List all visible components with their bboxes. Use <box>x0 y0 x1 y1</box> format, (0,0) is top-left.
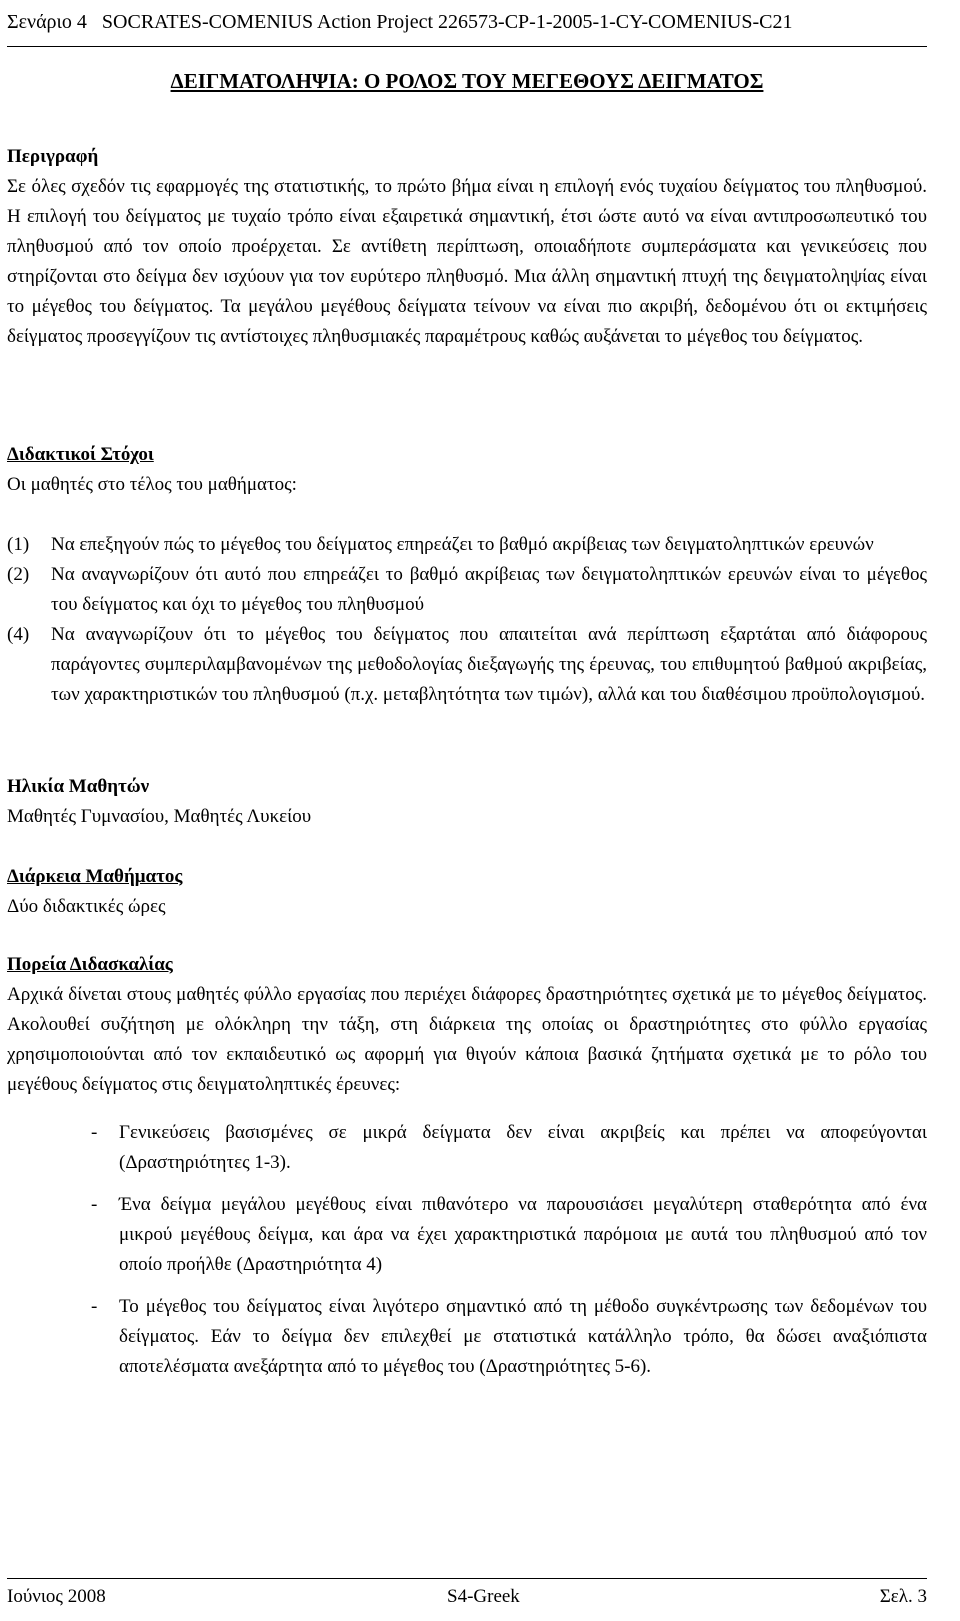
duration-section <box>7 862 927 922</box>
bullet-dash: - <box>91 1194 98 1215</box>
objective-text: Να αναγνωρίζουν ότι το μέγεθος του δείγματος που απαιτείται ανά περίπτωση εξαρτάται από διάφορους παράγοντες συμπεριλαμβανομένων της μεθοδολογίας διεξαγωγής της έρευνας, του επιθυμητού βαθμού ακριβείας, των χαρακτηριστικών του πληθυσμού (π.χ. μεταβλητότητα των τιμών), αλλά και του διαθέσιμου προϋπολογισμού. <box>51 624 927 705</box>
bullet-text: Γενικεύσεις βασισμένες σε μικρά δείγματα δεν είναι ακριβείς και πρέπει να αποφεύγονται (Δραστηριότητες 1-3). <box>119 1122 927 1173</box>
objective-text: Να αναγνωρίζουν ότι αυτό που επηρεάζει το βαθμό ακρίβειας των δειγματοληπτικών ερευνών είναι το μέγεθος του δείγματος και όχι το μέγεθος του πληθυσμού <box>51 564 927 615</box>
objectives-list <box>7 530 927 710</box>
page-footer <box>7 1578 927 1615</box>
bullet-dash: - <box>91 1296 98 1317</box>
footer-code: S4-Greek <box>447 1586 520 1607</box>
description-heading: Περιγραφή <box>7 146 99 167</box>
age-section <box>7 772 927 832</box>
header-scenario: Σενάριο 4 <box>7 11 87 33</box>
footer-page-number: Σελ. 3 <box>879 1586 927 1607</box>
procedure-text: Αρχικά δίνεται στους μαθητές φύλλο εργασίας που περιέχει διάφορες δραστηριότητες σχετικά με το μέγεθος δείγματος. Ακολουθεί συζήτηση με ολόκληρη την τάξη, στη διάρκεια της οποίας οι δραστηριότητες στο φύλλο εργασίας χρησιμοποιούνται από τον εκπαιδευτικό ως αφορμή για θιγούν κάποια βασικά ζητήματα σχετικά με το ρόλο του μεγέθους δείγματος στις δειγματοληπτικές έρευνες: <box>7 984 927 1095</box>
objectives-heading: Διδακτικοί Στόχοι <box>7 444 154 465</box>
procedure-bullets <box>7 1118 927 1382</box>
description-text: Σε όλες σχεδόν τις εφαρμογές της στατιστικής, το πρώτο βήμα είναι η επιλογή ενός τυχαίου δείγματος του πληθυσμού. Η επιλογή του δείγματος με τυχαίο τρόπο είναι εξαιρετικά σημαντική, έτσι ώστε αυτό να είναι αντιπροσωπευτικό του πληθυσμού από τον οποίο προέρχεται. Σε αντίθετη περίπτωση, οποιαδήποτε συμπεράσματα και γενικεύσεις που στηρίζονται στο δείγμα δεν ισχύουν για τον ευρύτερο πληθυσμό. Μια άλλη σημαντική πτυχή της δειγματοληψίας είναι το μέγεθος του δείγματος. Τα μεγάλου μεγέθους δείγματα τείνουν να είναι πιο ακριβή, δεδομένου ότι οι εκτιμήσεις δείγματος προσεγγίζουν τις αντίστοιχες πληθυσμιακές παραμέτρους καθώς αυξάνεται το μέγεθος του δείγματος. <box>7 176 927 347</box>
objective-item <box>7 620 927 710</box>
objective-text: Να επεξηγούν πώς το μέγεθος του δείγματος επηρεάζει το βαθμό ακρίβειας των δειγματοληπτικών ερευνών <box>51 534 874 555</box>
procedure-bullet <box>7 1190 927 1280</box>
procedure-bullet <box>7 1118 927 1178</box>
footer-date: Ιούνιος 2008 <box>7 1586 106 1607</box>
objective-item <box>7 560 927 620</box>
objectives-section <box>7 440 927 710</box>
objective-number: (4) <box>7 624 30 645</box>
header-project: SOCRATES-COMENIUS Action Project 226573-CP-1-2005-1-CY-COMENIUS-C21 <box>101 11 793 33</box>
duration-heading: Διάρκεια Μαθήματος <box>7 866 183 887</box>
document-page <box>7 0 927 1621</box>
bullet-dash: - <box>91 1122 98 1143</box>
objective-number: (2) <box>7 564 30 585</box>
description-section <box>7 142 927 352</box>
objective-number: (1) <box>7 534 30 555</box>
objective-item <box>7 530 927 560</box>
procedure-heading: Πορεία Διδασκαλίας <box>7 954 173 975</box>
bullet-text: Το μέγεθος του δείγματος είναι λιγότερο σημαντικό από τη μέθοδο συγκέντρωσης των δεδομένων του δείγματος. Εάν το δείγμα δεν επιλεχθεί με στατιστικά κατάλληλο τρόπο, θα δώσει αναξιόπιστα αποτελέσματα ανεξάρτητα από το μέγεθος του (Δραστηριότητες 5-6). <box>119 1296 927 1377</box>
page-header <box>7 6 927 47</box>
procedure-section <box>7 950 927 1394</box>
document-title: ΔΕΙΓΜΑΤΟΛΗΨΙΑ: Ο ΡΟΛΟΣ ΤΟΥ ΜΕΓΕΘΟΥΣ ΔΕΙΓΜΑΤΟΣ <box>170 69 764 93</box>
age-heading: Ηλικία Μαθητών <box>7 776 150 797</box>
procedure-bullet <box>7 1292 927 1382</box>
objectives-intro: Οι μαθητές στο τέλος του μαθήματος: <box>7 474 297 495</box>
bullet-text: Ένα δείγμα μεγάλου μεγέθους είναι πιθανότερο να παρουσιάσει μεγαλύτερη σταθερότητα από ένα μικρού μεγέθους δείγμα, και άρα να έχει χαρακτηριστικά παρόμοια με αυτά του πληθυσμού από τον οποίο προήλθε (Δραστηριότητα 4) <box>119 1194 927 1275</box>
age-text: Μαθητές Γυμνασίου, Μαθητές Λυκείου <box>7 806 312 827</box>
duration-text: Δύο διδακτικές ώρες <box>7 896 166 917</box>
